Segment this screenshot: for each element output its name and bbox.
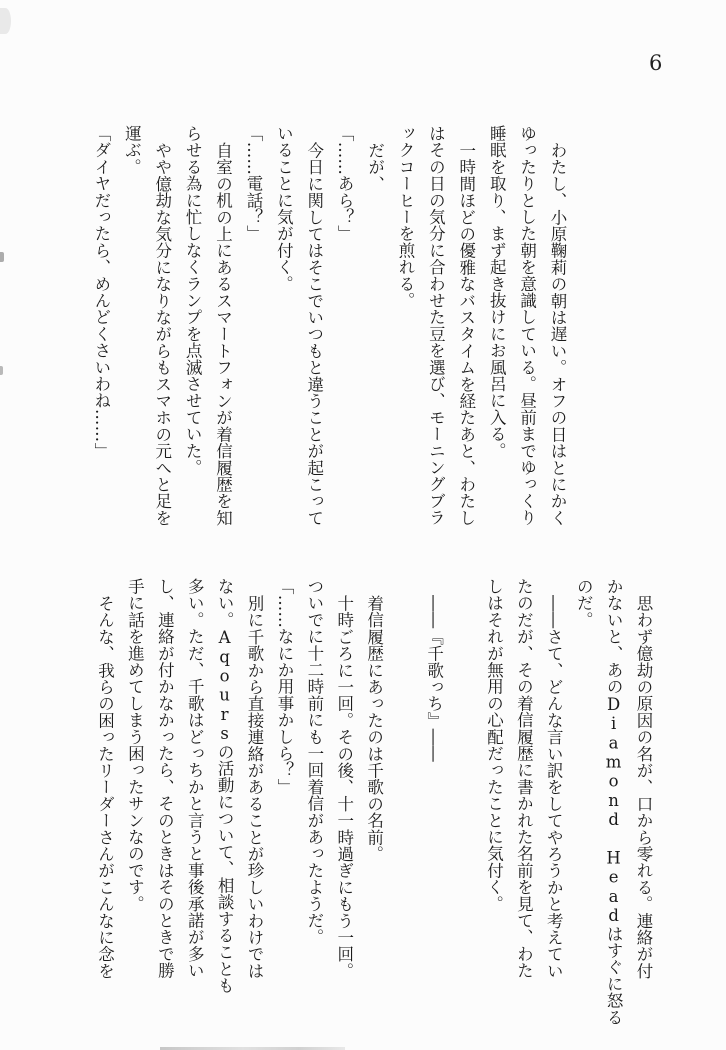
text-line: 「……あら？」	[335, 125, 355, 242]
text-line: 今日に関してはそこでいつもと違うことが起こって	[304, 141, 324, 526]
text-line: いることに気が付く。	[274, 125, 294, 292]
text-line: ない。Aqoursの活動について、相談することも	[215, 578, 235, 994]
text-line: やや億劫な気分になりながらもスマホの元へと足を	[152, 141, 172, 526]
text-line: 「……電話？」	[243, 125, 263, 242]
text-line: 思わず億劫の原因の名が、口から零れる。連絡が付	[634, 594, 653, 979]
text-line: 着信履歴にあったのは千歌の名前。	[364, 594, 384, 862]
text-line: かないと、あのDiamond Headはすぐに怒る	[604, 578, 624, 1026]
text-line: 「ダイヤだったら、めんどくさいわね……」	[91, 125, 111, 459]
text-line: 十時ごろに一回。その後、十一時過ぎにもう一回。	[334, 594, 354, 979]
text-line: 「……なにか用事かしら？」	[274, 578, 294, 796]
text-line: 睡眠を取り、まず起き抜けにお風呂に入る。	[487, 125, 507, 459]
text-line: そんな、我らの困ったリーダーさんがこんなに念を	[95, 594, 115, 979]
text-line: 一時間ほどの優雅なバスタイムを経たあと、わたし	[456, 141, 476, 526]
scan-artifact-corner	[0, 8, 11, 34]
text-line: ゆったりとした朝を意識している。昼前までゆっくり	[517, 125, 537, 526]
text-line: 多い。ただ、千歌はどっちかと言うと事後承諾が多い	[185, 578, 205, 979]
text-line: 手に話を進めてしまう困ったサンなのです。	[125, 578, 145, 912]
text-line: たのだが、その着信履歴に書かれた名前を見て、わた	[514, 578, 534, 979]
text-line: はその日の気分に合わせた豆を選び、モーニングブラ	[426, 125, 446, 526]
text-line: 運ぶ。	[122, 125, 142, 176]
scan-artifact-left-edge-1	[0, 252, 4, 262]
text-line: ついでに十二時前にも一回着信があったようだ。	[304, 578, 324, 946]
text-line: のだ。	[574, 578, 594, 629]
text-line: しはそれが無用の心配だったことに気付く。	[484, 578, 504, 912]
text-line: だが、	[365, 141, 385, 192]
text-line: ――『千歌っち』――	[424, 594, 444, 762]
page-number: 6	[649, 51, 663, 75]
text-line: し、連絡が付かなかったら、そのときはそのときで勝	[155, 578, 175, 979]
scan-artifact-left-edge-2	[0, 366, 3, 375]
text-line: らせる為に忙しなくランプを点滅させていた。	[183, 125, 203, 476]
blank-line	[389, 578, 419, 974]
bottom-text-block	[90, 578, 658, 1026]
text-line: わたし、小原鞠莉の朝は遅い。オフの日はとにかく	[548, 141, 567, 526]
text-line: ――さて、どんな言い訳をしてやろうかと考えてい	[544, 594, 564, 979]
top-text-block	[86, 125, 573, 539]
blank-line	[449, 578, 479, 974]
text-line: ックコーヒーを煎れる。	[395, 125, 415, 309]
text-line: 自室の机の上にあるスマートフォンが着信履歴を知	[213, 141, 233, 526]
text-line: 別に千歌から直接連絡があることが珍しいわけでは	[245, 594, 265, 979]
